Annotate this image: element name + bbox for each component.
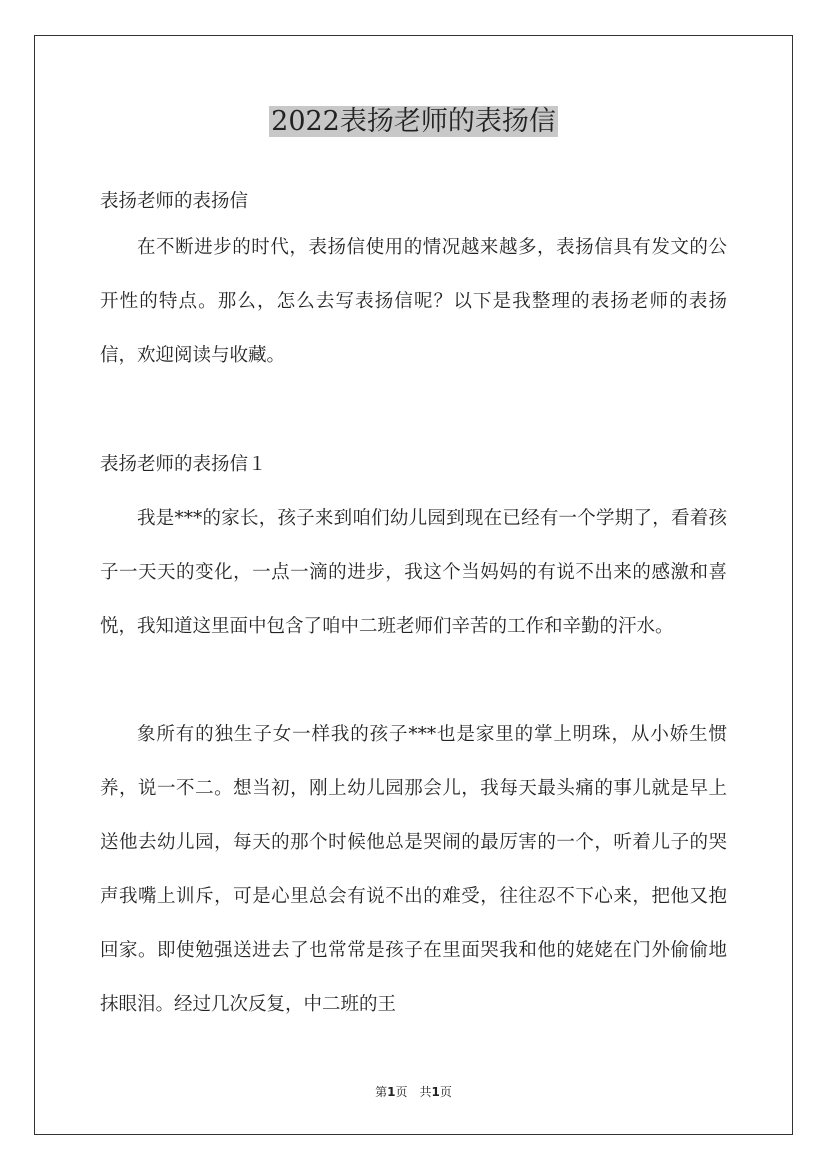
page-suffix: 页	[395, 1085, 408, 1099]
intro-paragraph: 在不断进步的时代，表扬信使用的情况越来越多，表扬信具有发文的公开性的特点。那么，怎么去写表扬信呢？以下是我整理的表扬老师的表扬信，欢迎阅读与收藏。	[100, 237, 727, 366]
page-prefix: 第	[375, 1085, 388, 1099]
document-title	[0, 104, 827, 140]
body-paragraph-1: 我是***的家长，孩子来到咱们幼儿园到现在已经有一个学期了，看着孩子一天天的变化，一点一滴的进步，我这个当妈妈的有说不出来的感激和喜悦，我知道这里面中包含了咱中二班老师们辛苦的工作和辛勤的汗水。	[100, 508, 727, 637]
page-footer	[0, 1083, 827, 1100]
body-paragraph-2: 象所有的独生子女一样我的孩子***也是家里的掌上明珠，从小娇生惯养，说一不二。想当初，刚上幼儿园那会儿，我每天最头痛的事儿就是早上送他去幼儿园，每天的那个时候他总是哭闹的最厉害的一个，听着儿子的哭声我嘴上训斥，可是心里总会有说不出的难受，往往忍不下心来，把他又抱回家。即使勉强送进去了也常常是孩子在里面哭我和他的姥姥在门外偷偷地抹眼泪。经过几次反复，中二班的王	[100, 724, 727, 1015]
document-title-text: 2022表扬老师的表扬信	[271, 106, 556, 137]
total-prefix: 共	[419, 1085, 432, 1099]
section-heading: 表扬老师的表扬信１	[100, 454, 267, 475]
total-suffix: 页	[439, 1085, 452, 1099]
page-number-current: 1	[387, 1085, 396, 1099]
subtitle: 表扬老师的表扬信	[100, 191, 249, 212]
page-number-total: 1	[431, 1085, 440, 1099]
